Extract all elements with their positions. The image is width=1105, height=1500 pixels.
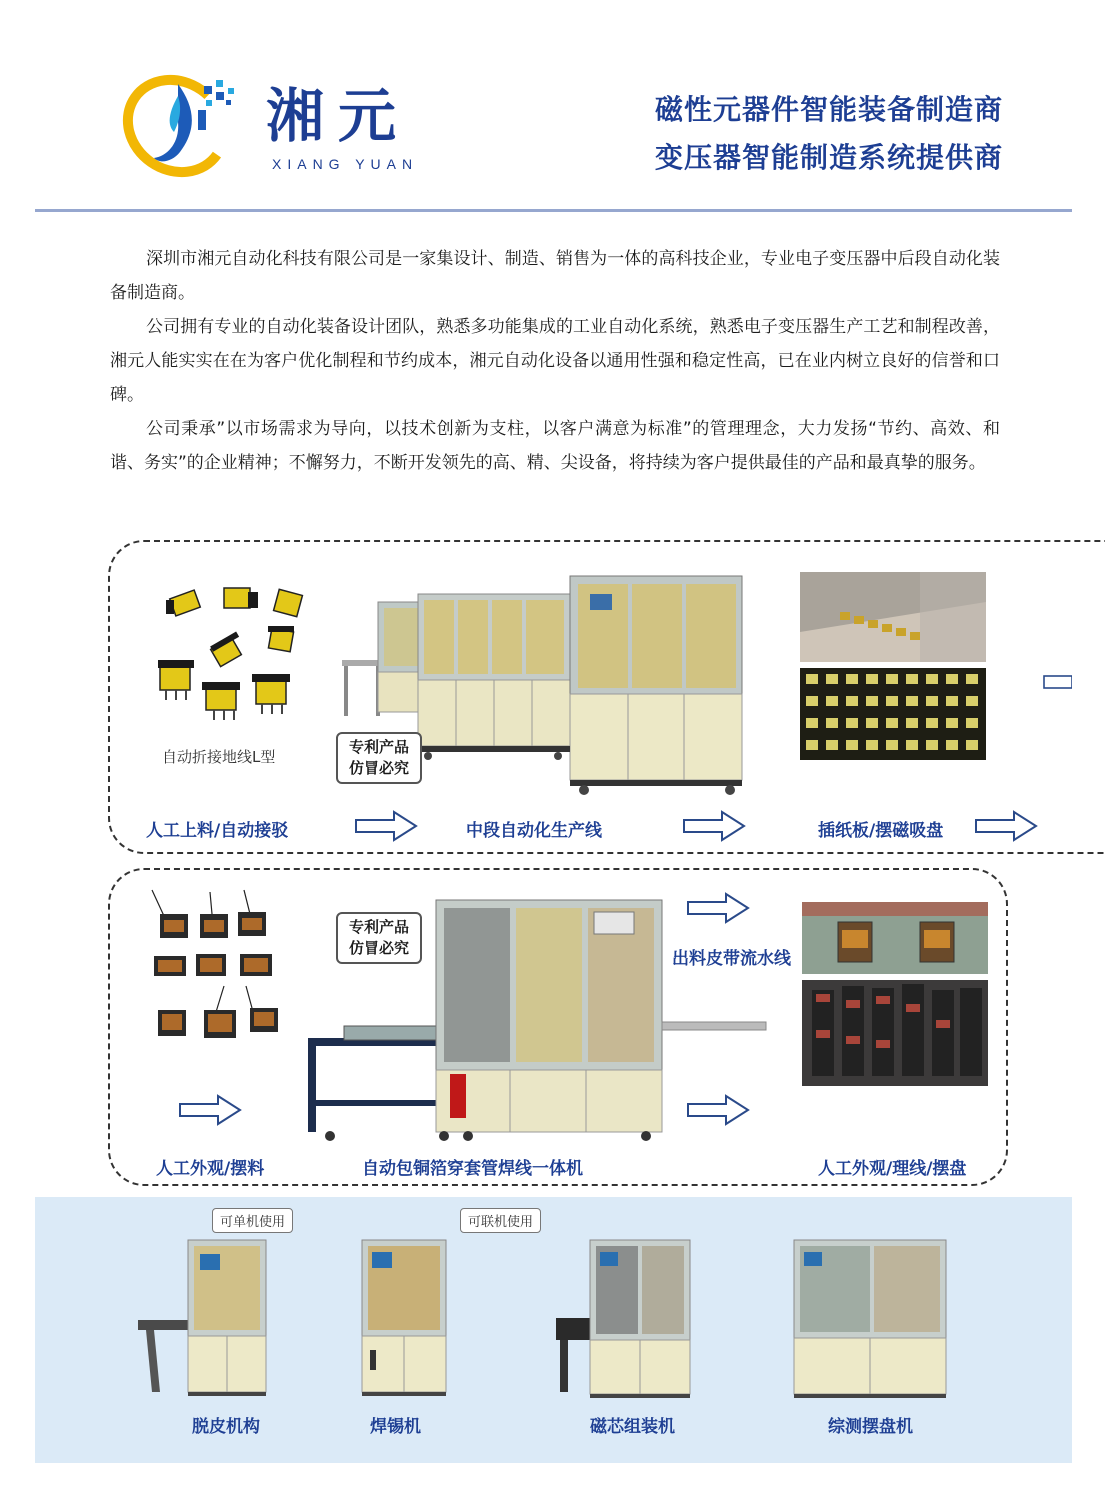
intro-paragraph: 深圳市湘元自动化科技有限公司是一家集设计、制造、销售为一体的高科技企业，专业电子变压器中后段自动化装备制造商。	[110, 249, 1000, 303]
tagline-primary: 磁性元器件智能装备制造商	[654, 93, 1003, 126]
patent-stamp	[336, 732, 422, 784]
company-intro	[110, 242, 1000, 480]
machine-label: 磁芯组装机	[590, 1417, 675, 1437]
header-divider	[35, 209, 1072, 212]
step-label: 人工外观/摆料	[156, 1159, 265, 1179]
machine-label: 焊锡机	[370, 1417, 421, 1437]
inspection-closeup-top-photo	[802, 902, 988, 974]
stripping-machine-photo	[134, 1232, 274, 1400]
right-arrow-icon	[974, 810, 1038, 842]
transformer-products-photo	[152, 582, 312, 732]
wound-transformers-photo	[140, 886, 290, 1046]
inspection-closeup-bottom-photo	[802, 980, 988, 1086]
paperboard-closeup-photo	[800, 572, 986, 662]
step-label: 插纸板/摆磁吸盘	[818, 821, 944, 841]
intro-paragraph: 公司拥有专业的自动化装备设计团队，熟悉多功能集成的工业自动化系统，熟悉电子变压器生产工艺和制程改善，湘元人能实实在在为客户优化制程和节约成本，湘元自动化设备以通用性强和稳定性高，已在业内树立良好的信誉和口碑。	[110, 317, 1000, 405]
product-caption: 自动折接地线L型	[162, 748, 276, 766]
machine-label: 脱皮机构	[192, 1417, 260, 1437]
right-arrow-icon	[354, 810, 418, 842]
step-label: 人工上料/自动接驳	[146, 821, 289, 841]
step-label: 中段自动化生产线	[466, 821, 602, 841]
tagline-secondary: 变压器智能制造系统提供商	[654, 141, 1003, 174]
intro-paragraph: 公司秉承”以市场需求为导向，以技术创新为支柱，以客户满意为标准”的管理理念，大力发扬“节约、高效、和谐、务实”的企业精神；不懈努力，不断开发领先的高、精、尖设备，将持续为客户提供最佳的产品和最真挚的服务。	[110, 419, 1000, 473]
conveyor-label: 出料皮带流水线	[672, 949, 791, 969]
right-arrow-icon	[682, 810, 746, 842]
stamp-line: 专利产品	[348, 918, 409, 936]
right-arrow-icon	[178, 1094, 242, 1126]
suction-tray-photo	[800, 668, 986, 760]
linked-note: 可联机使用	[460, 1208, 541, 1233]
logo-wordmark-en: XIANG YUAN	[272, 156, 419, 172]
logo-wordmark-cn: 湘元	[266, 82, 411, 150]
stamp-line: 仿冒必究	[348, 939, 409, 957]
right-arrow-icon	[686, 892, 750, 924]
machine-label: 综测摆盘机	[828, 1417, 913, 1437]
step-label: 人工外观/理线/摆盘	[818, 1159, 967, 1179]
stamp-line: 专利产品	[348, 738, 409, 756]
partial-arrow-icon	[1042, 672, 1072, 692]
standalone-note: 可单机使用	[212, 1208, 293, 1233]
stamp-line: 仿冒必究	[348, 759, 409, 777]
patent-stamp	[336, 912, 422, 964]
soldering-machine-photo	[358, 1232, 450, 1400]
right-arrow-icon	[686, 1094, 750, 1126]
company-logo	[120, 66, 252, 178]
core-assembly-machine-photo	[550, 1232, 696, 1400]
testing-tray-machine-photo	[790, 1232, 950, 1400]
step-label: 自动包铜箔穿套管焊线一体机	[362, 1159, 583, 1179]
